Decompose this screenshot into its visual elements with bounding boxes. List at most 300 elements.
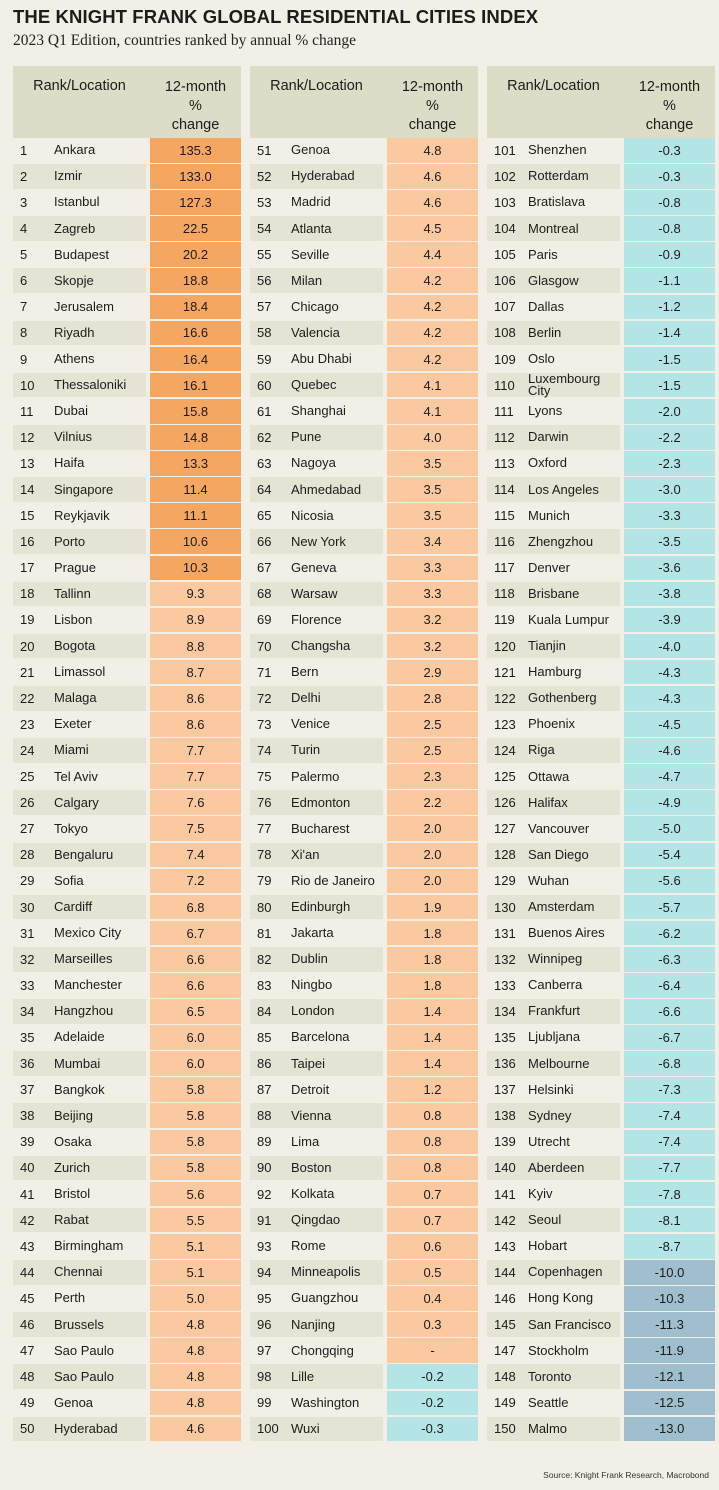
rank-cell: 5 (20, 247, 28, 263)
table-row (487, 138, 715, 163)
table-row (13, 895, 241, 920)
city-cell: Dubai (54, 403, 88, 419)
change-cell: -4.9 (624, 790, 715, 815)
change-cell: -7.4 (624, 1130, 715, 1155)
city-cell: Gothenberg (525, 686, 620, 711)
city-cell: Abu Dhabi (291, 351, 352, 367)
rank-cell: 51 (257, 142, 272, 158)
table-row (487, 686, 715, 711)
city-cell: Venice (291, 716, 331, 732)
table-row (487, 1077, 715, 1102)
rank-cell: 79 (257, 873, 272, 889)
table-row (250, 921, 478, 946)
city-cell: Denver (528, 559, 570, 575)
city-cell: Kolkata (291, 1186, 335, 1202)
table-row (13, 1130, 241, 1155)
change-cell: 11.1 (150, 503, 241, 528)
change-cell: 5.0 (150, 1286, 241, 1311)
rank-cell: 44 (13, 1260, 51, 1285)
change-cell: 2.9 (387, 660, 478, 685)
table-row (250, 451, 478, 476)
city-cell: Los Angeles (525, 477, 620, 502)
table-row (13, 268, 241, 293)
rank-cell: 140 (487, 1156, 525, 1181)
header-location: Rank/Location (507, 78, 600, 94)
city-cell: Florence (291, 611, 342, 627)
change-cell: -6.3 (624, 947, 715, 972)
rank-cell: 15 (20, 508, 35, 524)
city-cell: Malaga (51, 686, 146, 711)
table-row (487, 477, 715, 502)
change-cell: -7.8 (624, 1182, 715, 1207)
change-cell: 3.5 (387, 477, 478, 502)
city-cell: Xi'an (288, 843, 383, 868)
table-row (487, 1364, 715, 1389)
rank-cell: 87 (257, 1082, 272, 1098)
table-row (13, 608, 241, 633)
change-cell: 0.7 (387, 1208, 478, 1233)
city-cell: Adelaide (54, 1029, 105, 1045)
table-row (13, 242, 241, 267)
rank-cell: 130 (487, 895, 525, 920)
change-cell: 1.4 (387, 1051, 478, 1076)
rank-cell: 150 (487, 1417, 525, 1442)
table-row (13, 634, 241, 659)
city-cell: Dublin (288, 947, 383, 972)
table-row (487, 529, 715, 554)
source-note: Source: Knight Frank Research, Macrobond (543, 1470, 709, 1480)
rank-cell: 148 (487, 1364, 525, 1389)
table-header (250, 66, 478, 138)
table-row (13, 1077, 241, 1102)
city-cell: Valencia (288, 321, 383, 346)
rank-cell: 13 (20, 455, 35, 471)
table-row (13, 686, 241, 711)
city-cell: Exeter (54, 716, 92, 732)
change-cell: 20.2 (150, 242, 241, 267)
city-cell: Tallinn (51, 582, 146, 607)
change-cell: -1.5 (624, 347, 715, 372)
city-cell: Hong Kong (528, 1290, 594, 1306)
table-row (487, 451, 715, 476)
city-cell: Budapest (54, 246, 109, 262)
table-row (250, 1025, 478, 1050)
rank-cell: 54 (250, 216, 288, 241)
table-row (487, 1391, 715, 1416)
rank-cell: 106 (487, 268, 525, 293)
city-cell: Stockholm (528, 1342, 589, 1358)
city-cell: New York (288, 529, 383, 554)
city-cell: Singapore (51, 477, 146, 502)
city-cell: Nanjing (288, 1312, 383, 1337)
rank-cell: 10 (13, 373, 51, 398)
table-row (250, 347, 478, 372)
change-cell: 1.8 (387, 921, 478, 946)
table-row (250, 1260, 478, 1285)
rank-cell: 27 (20, 821, 35, 837)
change-cell: -5.6 (624, 869, 715, 894)
city-cell: Qingdao (288, 1208, 383, 1233)
change-cell: 5.8 (150, 1130, 241, 1155)
header-change: 12-month % change (164, 79, 227, 133)
rank-cell: 119 (494, 612, 515, 628)
rank-cell: 101 (494, 142, 516, 158)
change-cell: 1.4 (387, 1025, 478, 1050)
table-row (487, 790, 715, 815)
rank-cell: 76 (250, 790, 288, 815)
table-row (13, 1025, 241, 1050)
table-row (487, 373, 715, 398)
table-row (250, 321, 478, 346)
city-cell: Madrid (291, 194, 331, 210)
change-cell: -12.5 (624, 1391, 715, 1416)
rank-cell: 28 (13, 843, 51, 868)
city-cell: Canberra (528, 977, 583, 993)
rank-cell: 146 (494, 1290, 516, 1306)
rank-cell: 62 (250, 425, 288, 450)
table-row (13, 1182, 241, 1207)
table-row (13, 1417, 241, 1442)
rank-cell: 50 (13, 1417, 51, 1442)
table-row (13, 712, 241, 737)
change-cell: -4.6 (624, 738, 715, 763)
table-row (13, 582, 241, 607)
change-cell: 2.2 (387, 790, 478, 815)
table-row (487, 1103, 715, 1128)
table-panel-2 (250, 66, 478, 1441)
change-cell: -0.2 (387, 1364, 478, 1389)
table-row (250, 1312, 478, 1337)
city-cell: Sao Paulo (54, 1342, 114, 1358)
rank-cell: 8 (13, 321, 51, 346)
change-cell: -0.9 (624, 242, 715, 267)
change-cell: 10.6 (150, 529, 241, 554)
table-row (13, 816, 241, 841)
rank-cell: 121 (494, 664, 516, 680)
table-row (250, 1391, 478, 1416)
table-row (250, 843, 478, 868)
city-cell: Bogota (51, 634, 146, 659)
city-cell: Taipei (288, 1051, 383, 1076)
city-cell: Ottawa (528, 768, 570, 784)
change-cell: 4.4 (387, 242, 478, 267)
rank-cell: 138 (487, 1103, 525, 1128)
change-cell: 2.0 (387, 869, 478, 894)
table-row (487, 947, 715, 972)
table-row (250, 816, 478, 841)
rank-cell: 42 (13, 1208, 51, 1233)
table-row (250, 1286, 478, 1311)
change-cell: 6.6 (150, 947, 241, 972)
rank-cell: 18 (13, 582, 51, 607)
rank-cell: 102 (487, 164, 525, 189)
city-cell: Bengaluru (51, 843, 146, 868)
change-cell: -12.1 (624, 1364, 715, 1389)
table-row (487, 347, 715, 372)
change-cell: 4.6 (150, 1417, 241, 1442)
rank-cell: 137 (494, 1082, 516, 1098)
rank-cell: 36 (13, 1051, 51, 1076)
table-row (250, 895, 478, 920)
change-cell: 3.3 (387, 582, 478, 607)
rank-cell: 86 (250, 1051, 288, 1076)
city-cell: Reykjavik (54, 507, 110, 523)
rank-cell: 132 (487, 947, 525, 972)
table-row (487, 712, 715, 737)
city-cell: Barcelona (291, 1029, 350, 1045)
city-cell: Porto (51, 529, 146, 554)
change-cell: 3.5 (387, 451, 478, 476)
change-cell: 15.8 (150, 399, 241, 424)
change-cell: -7.3 (624, 1077, 715, 1102)
table-row (487, 1156, 715, 1181)
change-cell: 2.0 (387, 843, 478, 868)
change-cell: -2.0 (624, 399, 715, 424)
change-cell: -3.8 (624, 582, 715, 607)
table-row (487, 1260, 715, 1285)
change-cell: -3.5 (624, 529, 715, 554)
table-row (13, 399, 241, 424)
city-cell: Ankara (54, 142, 96, 158)
city-cell: Amsterdam (525, 895, 620, 920)
rank-cell: 58 (250, 321, 288, 346)
change-cell: 0.8 (387, 1103, 478, 1128)
city-cell: Minneapolis (288, 1260, 383, 1285)
city-cell: Palermo (291, 768, 340, 784)
city-cell: Pune (288, 425, 383, 450)
table-row (250, 660, 478, 685)
rank-cell: 21 (20, 664, 35, 680)
rank-cell: 112 (487, 425, 525, 450)
rank-cell: 133 (494, 977, 516, 993)
city-cell: Quebec (288, 373, 383, 398)
rank-cell: 73 (257, 716, 272, 732)
table-row (487, 1025, 715, 1050)
change-cell: -6.4 (624, 973, 715, 998)
rank-cell: 37 (20, 1082, 35, 1098)
change-cell: 5.1 (150, 1234, 241, 1259)
table-row (250, 1234, 478, 1259)
change-cell: 7.2 (150, 869, 241, 894)
rank-cell: 34 (13, 999, 51, 1024)
rank-cell: 12 (13, 425, 51, 450)
city-cell: Turin (288, 738, 383, 763)
rank-cell: 109 (494, 351, 516, 367)
city-cell: Munich (528, 507, 570, 523)
table-row (250, 764, 478, 789)
table-row (487, 242, 715, 267)
table-row (250, 790, 478, 815)
table-row (487, 1130, 715, 1155)
rank-cell: 20 (13, 634, 51, 659)
table-row (250, 582, 478, 607)
rank-cell: 47 (20, 1343, 35, 1359)
table-header (13, 66, 241, 138)
change-cell: 135.3 (150, 138, 241, 163)
rank-cell: 125 (494, 769, 516, 785)
change-cell: -11.9 (624, 1338, 715, 1363)
rank-cell: 95 (257, 1290, 272, 1306)
change-cell: 6.0 (150, 1025, 241, 1050)
table-row (13, 164, 241, 189)
city-cell: Shanghai (291, 403, 346, 419)
city-cell: Sofia (54, 872, 84, 888)
city-cell: Brussels (51, 1312, 146, 1337)
rank-cell: 93 (257, 1238, 272, 1254)
city-cell: Zagreb (51, 216, 146, 241)
change-cell: 18.4 (150, 295, 241, 320)
change-cell: 2.5 (387, 712, 478, 737)
city-cell: Bangkok (54, 1081, 105, 1097)
city-cell: Cardiff (51, 895, 146, 920)
rank-cell: 123 (494, 716, 516, 732)
rank-cell: 131 (494, 925, 516, 941)
table-row (487, 295, 715, 320)
table-row (13, 843, 241, 868)
table-row (250, 1103, 478, 1128)
city-cell: Kuala Lumpur (528, 611, 609, 627)
city-cell: Brisbane (525, 582, 620, 607)
table-row (250, 999, 478, 1024)
rank-cell: 111 (494, 403, 514, 419)
rank-cell: 31 (20, 925, 35, 941)
city-cell: Kyiv (528, 1186, 553, 1202)
city-cell: Bristol (54, 1186, 91, 1202)
rank-cell: 25 (20, 769, 35, 785)
rank-cell: 97 (257, 1343, 272, 1359)
city-cell: Toronto (525, 1364, 620, 1389)
city-cell: Vancouver (528, 820, 590, 836)
table-row (487, 164, 715, 189)
table-row (487, 425, 715, 450)
table-row (13, 503, 241, 528)
rank-cell: 49 (20, 1395, 35, 1411)
city-cell: Tel Aviv (54, 768, 98, 784)
city-cell: Frankfurt (525, 999, 620, 1024)
city-cell: Vienna (288, 1103, 383, 1128)
table-row (250, 164, 478, 189)
city-cell: Bucharest (291, 820, 350, 836)
change-cell: 4.2 (387, 295, 478, 320)
rank-cell: 81 (257, 925, 272, 941)
change-cell: 3.3 (387, 556, 478, 581)
rank-cell: 120 (487, 634, 525, 659)
table-row (250, 216, 478, 241)
change-cell: 5.5 (150, 1208, 241, 1233)
rank-cell: 9 (20, 351, 28, 367)
city-cell: Malmo (525, 1417, 620, 1442)
table-row (487, 503, 715, 528)
rank-cell: 67 (257, 560, 272, 576)
change-cell: 4.2 (387, 347, 478, 372)
table-row (13, 477, 241, 502)
rank-cell: 143 (494, 1238, 516, 1254)
change-cell: -5.7 (624, 895, 715, 920)
table-body (250, 138, 478, 1441)
rank-cell: 16 (13, 529, 51, 554)
rank-cell: 110 (487, 373, 525, 398)
change-cell: 6.6 (150, 973, 241, 998)
change-cell: 1.9 (387, 895, 478, 920)
rank-cell: 78 (250, 843, 288, 868)
city-cell: Istanbul (54, 194, 100, 210)
table-row (250, 712, 478, 737)
change-cell: -7.7 (624, 1156, 715, 1181)
city-cell: Geneva (291, 559, 337, 575)
city-cell: Ljubljana (528, 1029, 581, 1045)
city-cell: Washington (291, 1394, 360, 1410)
city-cell: Seattle (528, 1394, 569, 1410)
rank-cell: 105 (494, 247, 516, 263)
table-row (13, 660, 241, 685)
city-cell: Berlin (525, 321, 620, 346)
change-cell: -6.2 (624, 921, 715, 946)
table-row (250, 1364, 478, 1389)
city-cell: Nicosia (291, 507, 334, 523)
change-cell: 16.6 (150, 321, 241, 346)
rank-cell: 129 (494, 873, 516, 889)
rank-cell: 90 (250, 1156, 288, 1181)
page-subtitle: 2023 Q1 Edition, countries ranked by annual % change (13, 32, 357, 49)
city-cell: Oslo (528, 351, 555, 367)
city-cell: Vilnius (51, 425, 146, 450)
table-row (487, 399, 715, 424)
change-cell: 2.3 (387, 764, 478, 789)
table-row (13, 556, 241, 581)
table-row (250, 268, 478, 293)
header-change: 12-month % change (401, 79, 464, 133)
rank-cell: 26 (13, 790, 51, 815)
rank-cell: 98 (250, 1364, 288, 1389)
table-row (13, 738, 241, 763)
change-cell: 4.1 (387, 373, 478, 398)
change-cell: -10.0 (624, 1260, 715, 1285)
table-row (13, 1312, 241, 1337)
change-cell: 7.4 (150, 843, 241, 868)
change-cell: -4.5 (624, 712, 715, 737)
city-cell: Chongqing (291, 1342, 354, 1358)
change-cell: 2.5 (387, 738, 478, 763)
change-cell: 16.4 (150, 347, 241, 372)
change-cell: -4.3 (624, 686, 715, 711)
rank-cell: 103 (494, 194, 516, 210)
table-row (487, 869, 715, 894)
rank-cell: 126 (487, 790, 525, 815)
rank-cell: 61 (257, 403, 272, 419)
city-cell: Lyons (528, 403, 563, 419)
city-cell: Athens (54, 351, 95, 367)
rank-cell: 114 (487, 477, 525, 502)
rank-cell: 24 (13, 738, 51, 763)
table-row (250, 242, 478, 267)
change-cell: 4.8 (150, 1312, 241, 1337)
change-cell: 2.8 (387, 686, 478, 711)
table-row (13, 764, 241, 789)
change-cell: 1.4 (387, 999, 478, 1024)
city-cell: Milan (288, 268, 383, 293)
change-cell: 5.8 (150, 1077, 241, 1102)
table-row (13, 1364, 241, 1389)
city-cell: Halifax (525, 790, 620, 815)
city-cell: Chicago (291, 298, 339, 314)
change-cell: 8.9 (150, 608, 241, 633)
table-row (250, 1182, 478, 1207)
table-row (13, 1286, 241, 1311)
table-row (13, 1234, 241, 1259)
change-cell: 3.4 (387, 529, 478, 554)
rank-cell: 35 (20, 1029, 35, 1045)
rank-cell: 124 (487, 738, 525, 763)
